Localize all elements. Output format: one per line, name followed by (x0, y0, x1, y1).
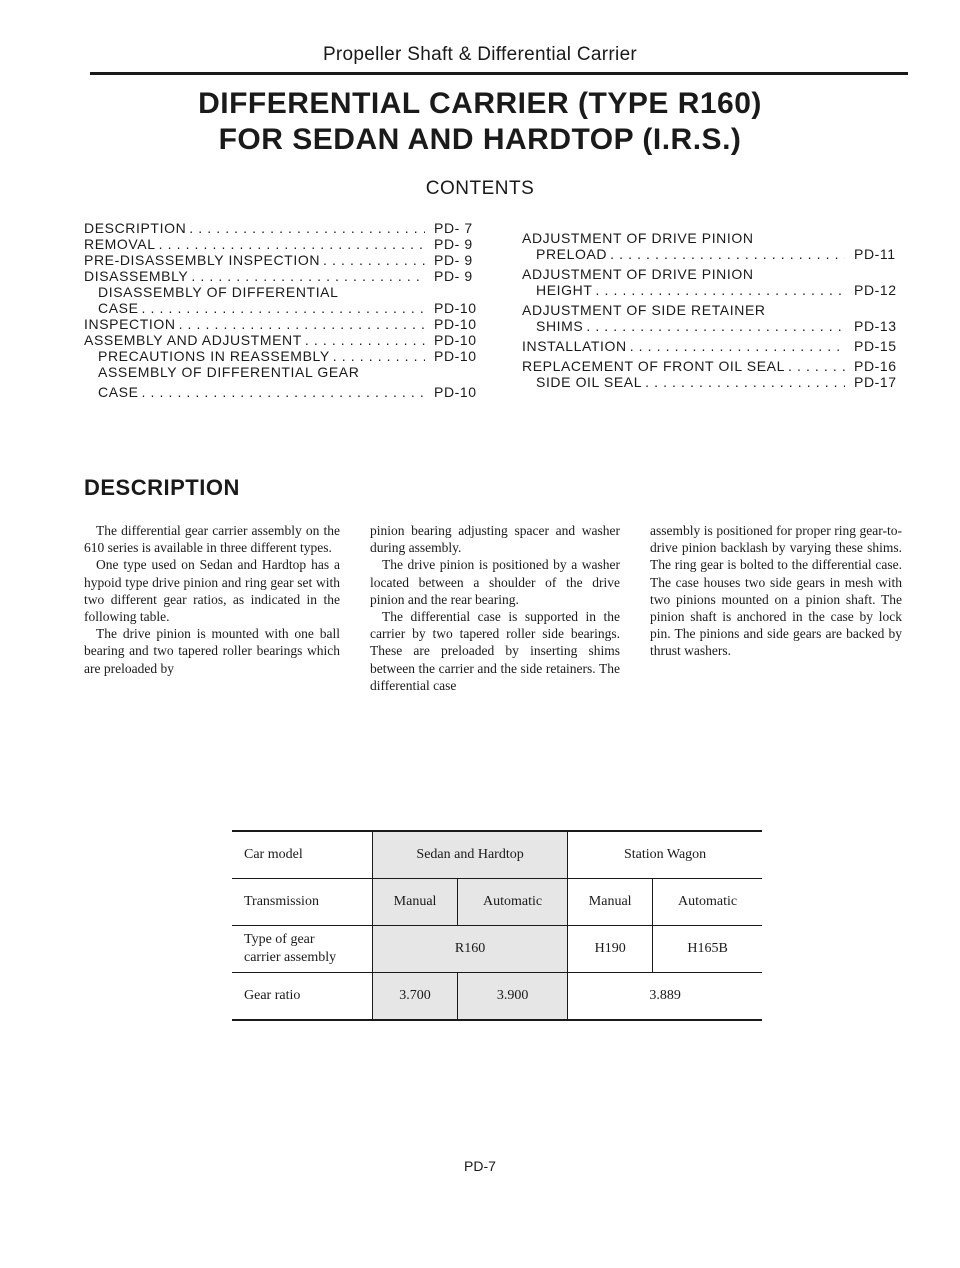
toc-leader (323, 252, 425, 268)
toc-page: PD-13 (854, 318, 897, 334)
paragraph: The differential case is supported in the carrier by two tapered roller side bearings. These are preloaded by inserting shims between the carrier and the side retainers. The differential case (370, 609, 620, 693)
header-rule (90, 72, 908, 75)
toc-leader (596, 282, 846, 298)
toc-leader (142, 300, 425, 316)
toc-label: DESCRIPTION (84, 220, 187, 236)
toc-leader (788, 358, 845, 374)
table-cell: R160 (373, 926, 568, 973)
toc-page: PD-16 (854, 358, 897, 374)
toc-page: PD- 7 (434, 220, 473, 236)
toc-label: ADJUSTMENT OF DRIVE PINION (522, 266, 754, 282)
toc-label: INSPECTION (84, 316, 176, 332)
toc-entry (522, 358, 897, 374)
paragraph: One type used on Sedan and Hardtop has a hypoid type drive pinion and ring gear set with two different gear ratios, as indicated in the following table. (84, 557, 340, 625)
table-row (232, 973, 762, 1021)
paragraph: The differential gear carrier assembly on the 610 series is available in three different types. (84, 523, 340, 556)
toc-page: PD-11 (854, 246, 896, 262)
toc-left-column (84, 220, 477, 400)
row-label: Gear ratio (232, 973, 373, 1021)
row-label: Car model (232, 831, 373, 879)
toc-label: ASSEMBLY AND ADJUSTMENT (84, 332, 302, 348)
toc-label: REMOVAL (84, 236, 156, 252)
toc-page: PD- 9 (434, 236, 473, 252)
toc-leader (179, 316, 425, 332)
table-cell: Manual (373, 879, 458, 926)
toc-page: PD- 9 (434, 268, 473, 284)
toc-label: PRE-DISASSEMBLY INSPECTION (84, 252, 321, 268)
title-line-2: FOR SEDAN AND HARDTOP (I.R.S.) (218, 123, 742, 156)
toc-entry (84, 348, 477, 364)
paragraph: assembly is positioned for proper ring gear-to-drive pinion backlash by varying these shims. The ring gear is bolted to the differential case. The case houses two side gears in mesh with two pinions mounted on a pinion shaft. The pinion shaft is anchored in the case by lock pin. The pinions and side gears are backed by thrust washers. (650, 523, 902, 659)
toc-label: PRECAUTIONS IN REASSEMBLY (98, 348, 330, 364)
body-column-3 (650, 522, 902, 660)
running-header: Propeller Shaft & Differential Carrier (322, 44, 638, 65)
table-cell: Automatic (678, 894, 738, 909)
toc-page: PD-10 (434, 348, 477, 364)
row-label: Transmission (232, 879, 373, 926)
toc-entry (84, 384, 477, 400)
toc-label: REPLACEMENT OF FRONT OIL SEAL (522, 358, 785, 374)
toc-entry (84, 268, 474, 284)
paragraph: The drive pinion is positioned by a washer located between a shoulder of the drive pinion and the rear bearing. (370, 557, 620, 607)
contents-heading: CONTENTS (425, 178, 535, 199)
toc-entry (522, 282, 897, 298)
toc-entry (522, 374, 897, 390)
toc-label: INSTALLATION (522, 338, 627, 354)
body-column-1 (84, 522, 340, 677)
toc-leader (610, 246, 845, 262)
gear-ratio-table (232, 830, 762, 1021)
toc-leader (333, 348, 425, 364)
toc-leader (645, 374, 845, 390)
table-cell: 3.900 (458, 973, 568, 1021)
row-label-line: Type of gear (244, 932, 315, 947)
toc-entry (84, 252, 474, 268)
table-cell: Station Wagon (623, 847, 707, 862)
toc-entry (84, 236, 474, 252)
toc-page: PD- 9 (434, 252, 473, 268)
table-row (232, 926, 762, 973)
toc-label: SHIMS (536, 318, 584, 334)
toc-page: PD-17 (854, 374, 897, 390)
table-cell: H165B (687, 941, 728, 956)
page-number: PD-7 (464, 1158, 496, 1174)
toc-label: HEIGHT (536, 282, 593, 298)
table-cell: Manual (568, 879, 653, 926)
toc-page: PD-10 (434, 384, 477, 400)
toc-page: PD-15 (854, 338, 897, 354)
table-cell: H190 (568, 926, 653, 973)
toc-leader (142, 384, 425, 400)
title-line-1: DIFFERENTIAL CARRIER (TYPE R160) (198, 87, 762, 120)
table-row (232, 831, 762, 879)
toc-label: CASE (98, 300, 139, 316)
toc-page: PD-10 (434, 332, 477, 348)
toc-entry (84, 316, 477, 332)
table-cell: Automatic (458, 879, 568, 926)
toc-label: ASSEMBLY OF DIFFERENTIAL GEAR (98, 364, 360, 380)
toc-entry (522, 338, 897, 354)
toc-entry (84, 332, 477, 348)
toc-right-column (522, 230, 897, 390)
toc-entry (84, 300, 477, 316)
row-label (232, 926, 373, 973)
toc-label: ADJUSTMENT OF DRIVE PINION (522, 230, 754, 246)
table-cell: Sedan and Hardtop (373, 831, 568, 879)
toc-leader (630, 338, 845, 354)
toc-leader (159, 236, 425, 252)
toc-label: CASE (98, 384, 139, 400)
section-heading-description: DESCRIPTION (84, 475, 240, 500)
toc-entry (84, 220, 474, 236)
toc-entry (522, 318, 897, 334)
body-column-2 (370, 522, 620, 694)
toc-label: DISASSEMBLY (84, 268, 189, 284)
toc-label: PRELOAD (536, 246, 608, 262)
toc-label: SIDE OIL SEAL (536, 374, 643, 390)
row-label-line: carrier assembly (244, 950, 337, 965)
toc-label: DISASSEMBLY OF DIFFERENTIAL (98, 284, 339, 300)
toc-leader (191, 268, 425, 284)
table-cell: 3.889 (649, 988, 681, 1003)
paragraph: pinion bearing adjusting spacer and washer during assembly. (370, 523, 620, 556)
toc-label: ADJUSTMENT OF SIDE RETAINER (522, 302, 766, 318)
paragraph: The drive pinion is mounted with one ball bearing and two tapered roller bearings which are preloaded by (84, 626, 340, 676)
page-title (0, 86, 960, 158)
table-row (232, 879, 762, 926)
toc-entry (522, 246, 894, 262)
toc-leader (305, 332, 425, 348)
toc-page: PD-10 (434, 300, 477, 316)
toc-leader (189, 220, 425, 236)
table-cell: 3.700 (373, 973, 458, 1021)
toc-leader (586, 318, 845, 334)
toc-page: PD-10 (434, 316, 477, 332)
toc-page: PD-12 (854, 282, 897, 298)
